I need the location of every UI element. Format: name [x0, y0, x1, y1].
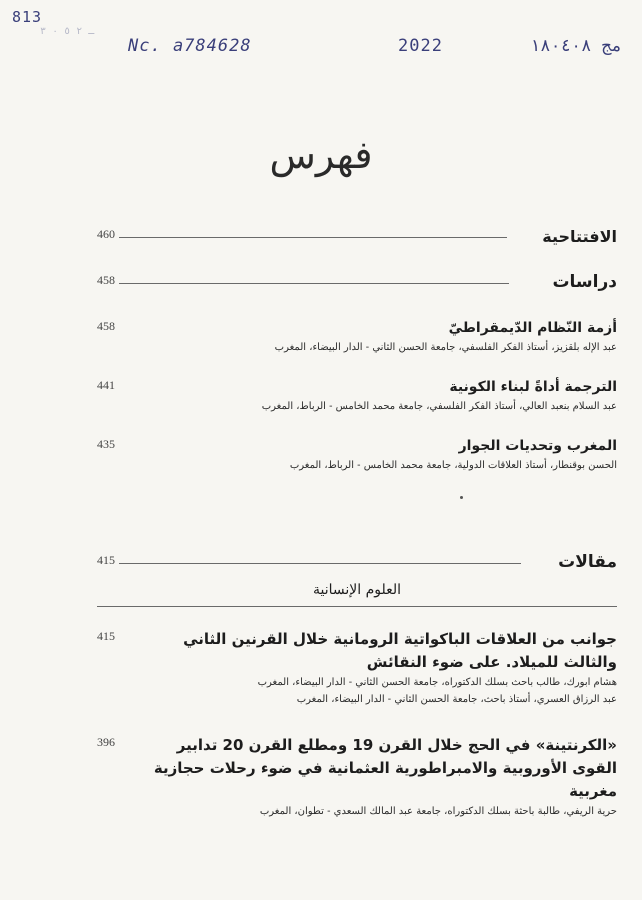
entry-author: الحسن بوقنطار، أستاذ العلاقات الدولية، جامعة محمد الخامس - الرباط، المغرب — [289, 460, 617, 471]
toc-entry[interactable] — [97, 377, 617, 415]
page-number: 458 — [97, 319, 115, 333]
toc-row-studies[interactable] — [97, 262, 617, 292]
page-number: 415 — [97, 553, 115, 567]
entry-author: عبد السلام بنعبد العالي، أستاذ الفكر الفلسفي، جامعة محمد الخامس - الرباط، المغرب — [261, 401, 617, 412]
leader-line — [119, 563, 521, 564]
section-heading-opening: الافتتاحية — [542, 227, 617, 246]
entry-title: الترجمة أداةً لبناء الكونية — [449, 379, 617, 395]
print-speck — [460, 496, 463, 499]
toc-entry[interactable] — [97, 436, 617, 474]
entry-title: «الكرنتينة» في الحج خلال القرن 19 ومطلع القرن 20 تدابير القوى الأوروبية والامبراطورية العثمانية في ضوء رحلات حجازية مغربية — [153, 736, 617, 800]
page-number: 460 — [97, 227, 115, 241]
leader-line — [119, 283, 509, 284]
section-heading-articles: مقالات — [558, 552, 617, 572]
handwritten-accession-number: Nc. a784628 — [128, 36, 252, 56]
subsection-rule — [97, 606, 617, 607]
handwritten-page-count: 813 — [12, 8, 43, 26]
entry-title: جوانب من العلاقات الباكواتية الرومانية خلال القرنين الثاني والثالث للميلاد. على ضوء النقائش — [183, 630, 617, 671]
toc-row-articles[interactable] — [97, 542, 617, 572]
subsection-label: العلوم الإنسانية — [312, 582, 402, 598]
section-heading-studies: دراسات — [552, 272, 617, 292]
handwritten-faint-mark: ـ ٢ ٥ ٠ ٣ — [40, 26, 95, 37]
page-number: 415 — [97, 629, 115, 643]
page-number: 435 — [97, 437, 115, 451]
toc-entry[interactable] — [97, 734, 617, 820]
page-title: فهرس — [269, 133, 373, 177]
toc-row-opening[interactable] — [97, 216, 617, 246]
page-number: 441 — [97, 378, 115, 392]
toc-entry[interactable] — [97, 628, 617, 708]
subsection-header — [97, 582, 617, 607]
page-number: 458 — [97, 273, 115, 287]
entry-author: حرية الريفي، طالبة باحثة بسلك الدكتوراه، جامعة عبد المالك السعدي - تطوان، المغرب — [259, 806, 617, 817]
entry-author: عبد الإله بلقزيز، أستاذ الفكر الفلسفي، جامعة الحسن الثاني - الدار البيضاء، المغرب — [274, 342, 617, 353]
entry-title: أزمة النّظام الدّيمقراطيّ — [448, 320, 617, 336]
entry-author: عبد الرزاق العسري، أستاذ باحث، جامعة الحسن الثاني - الدار البيضاء، المغرب — [296, 694, 617, 705]
leader-line — [119, 237, 507, 238]
toc-entry[interactable] — [97, 318, 617, 356]
entry-title: المغرب وتحديات الجوار — [458, 438, 617, 454]
page-number: 396 — [97, 735, 115, 749]
handwritten-catalog-code: مج ١٨٠٤٠٨ — [530, 36, 623, 56]
entry-author: هشام ابورك، طالب باحث بسلك الدكتوراه، جامعة الحسن الثاني - الدار البيضاء، المغرب — [257, 677, 617, 688]
handwritten-year: 2022 — [398, 36, 443, 56]
